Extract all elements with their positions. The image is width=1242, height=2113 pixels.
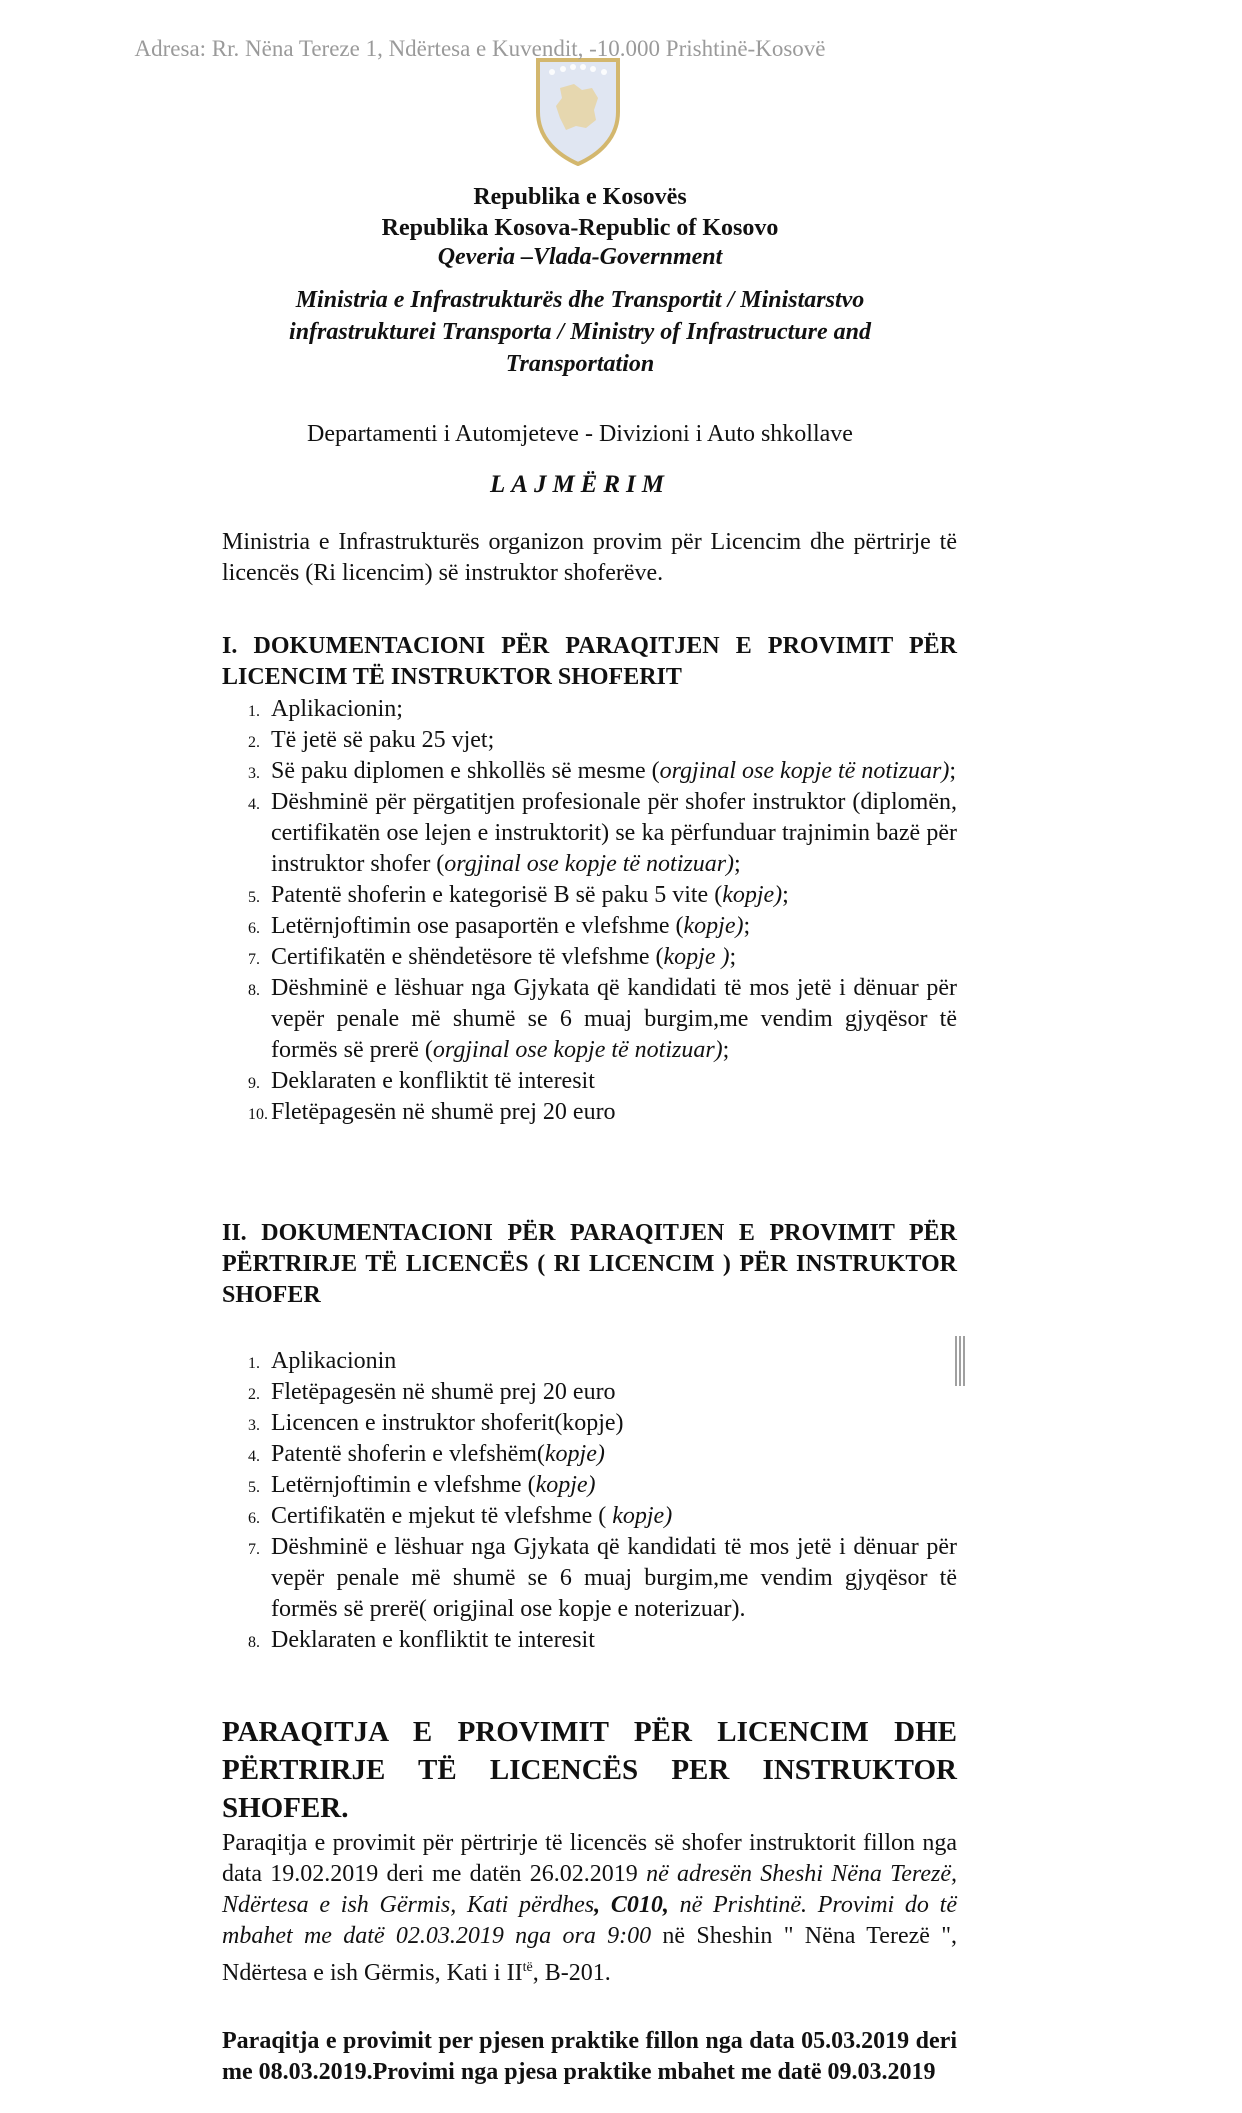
list-item <box>222 1346 957 1377</box>
list-item-number: 4. <box>248 1448 260 1465</box>
list-item-number: 6. <box>248 1510 260 1527</box>
list-item-text: Fletëpagesën në shumë prej 20 euro <box>271 1379 616 1405</box>
para-text-a: Paraqitja e provimit për përtrirje të licencës së shofer instruktorit fillon nga data 19.02.2019 deri me datën 26.02.2019 <box>222 1830 957 1887</box>
intro-paragraph: Ministria e Infrastrukturës organizon provim për Licencim dhe përtrirje të licencës (Ri licencim) së instruktor shoferëve. <box>222 529 957 586</box>
list-item-text: Dëshminë e lëshuar nga Gjykata që kandidati të mos jetë i dënuar për vepër penale më shumë se 6 muaj burgim,me vendim gjyqësor të formës së prerë( origjinal ose kopje e noterizuar). <box>271 1534 957 1622</box>
list-item-number: 8. <box>248 982 260 999</box>
section2-list <box>222 1346 957 1656</box>
list-item-text: Dëshminë për përgatitjen profesionale për shofer instruktor (diplomën, certifikatën ose lejen e instruktorit) se ka përfunduar trajnimin bazë për instruktor shofer ( <box>271 789 957 877</box>
para-superscript: të <box>522 1960 533 1975</box>
list-item-number: 5. <box>248 889 260 906</box>
practical-paragraph: Paraqitja e provimit per pjesen praktike fillon nga data 05.03.2019 deri me 08.03.2019.Provimi nga pjesa praktike mbahet me datë 09.03.2019 <box>222 2028 957 2085</box>
list-item-number: 10. <box>248 1106 268 1123</box>
list-item-italic: kopje) <box>535 1472 596 1498</box>
list-item-number: 8. <box>248 1634 260 1651</box>
page-title: LAJMËRIM <box>490 471 670 498</box>
list-item <box>222 1066 957 1097</box>
republic-al: Republika e Kosovës <box>473 184 687 210</box>
text-cursor-bars-icon <box>954 1336 966 1386</box>
list-item-text: Patentë shoferin e vlefshëm( <box>271 1441 545 1467</box>
list-item-italic: orgjinal ose kopje të notizuar) <box>444 851 735 877</box>
list-item-number: 5. <box>248 1479 260 1496</box>
list-item-italic: kopje ) <box>663 944 730 970</box>
list-item-tail: ; <box>743 913 751 939</box>
list-item <box>222 880 957 911</box>
list-item <box>222 1377 957 1408</box>
government-line: Qeveria –Vlada-Government <box>437 244 723 270</box>
list-item-number: 4. <box>248 796 260 813</box>
list-item-tail: ; <box>782 882 789 908</box>
list-item <box>222 942 957 973</box>
para-exam-date: në Prishtinë. Provimi do të mbahet me datë 02.03.2019 nga ora 9:00 <box>222 1892 957 1949</box>
list-item-number: 1. <box>248 1355 260 1372</box>
list-item <box>222 1470 957 1501</box>
republic-multi: Republika Kosova-Republic of Kosovo <box>381 215 779 241</box>
list-item <box>222 911 957 942</box>
list-item <box>222 725 957 756</box>
list-item-text: Certifikatën e mjekut të vlefshme ( <box>271 1503 613 1529</box>
list-item-text: Së paku diplomen e shkollës së mesme ( <box>271 758 660 784</box>
list-item-text: Certifikatën e shëndetësore të vlefshme ( <box>271 944 664 970</box>
list-item-text: Patentë shoferin e kategorisë B së paku 5 vite ( <box>271 882 723 908</box>
kosovo-coat-of-arms-icon <box>530 54 626 166</box>
section2-heading: II. DOKUMENTACIONI PËR PARAQITJEN E PROVIMIT PËR PËRTRIRJE TË LICENCËS ( RI LICENCIM ) PËR INSTRUKTOR SHOFER <box>222 1220 957 1308</box>
list-item-text: Aplikacionin; <box>271 696 403 722</box>
list-item-number: 2. <box>248 734 260 751</box>
list-item-number: 7. <box>248 1541 260 1558</box>
list-item <box>222 1532 957 1625</box>
list-item <box>222 1097 957 1128</box>
list-item-text: Deklaraten e konfliktit te interesit <box>271 1627 595 1653</box>
list-item-number: 2. <box>248 1386 260 1403</box>
list-item <box>222 1408 957 1439</box>
para-room: , C010, <box>594 1892 669 1918</box>
list-item-tail: ; <box>729 944 737 970</box>
department-line: Departamenti i Automjeteve - Divizioni i Auto shkollave <box>307 421 853 447</box>
para-room-end: , B-201. <box>532 1960 611 1986</box>
list-item-italic: orgjinal ose kopje të notizuar) <box>659 758 950 784</box>
list-item-number: 3. <box>248 1417 260 1434</box>
list-item-number: 6. <box>248 920 260 937</box>
list-item-text: Të jetë së paku 25 vjet; <box>271 727 495 753</box>
ministry-name: Ministria e Infrastrukturës dhe Transportit / Ministarstvo infrastrukturei Transporta / Ministry of Infrastructure and Transportation <box>289 287 871 377</box>
section3-heading: PARAQITJA E PROVIMIT PËR LICENCIM DHE PËRTRIRJE TË LICENCËS PER INSTRUKTOR SHOFER. <box>222 1716 957 1824</box>
list-item-text: Dëshminë e lëshuar nga Gjykata që kandidati të mos jetë i dënuar për vepër penale më shumë se 6 muaj burgim,me vendim gjyqësor të formës së prerë ( <box>271 975 957 1063</box>
list-item <box>222 1439 957 1470</box>
list-item-italic: kopje) <box>683 913 744 939</box>
section1-list <box>222 694 957 1128</box>
list-item <box>222 787 957 880</box>
para-exam-location: në Sheshin " Nëna Terezë ", Ndërtesa e ish Gërmis, Kati i II <box>222 1923 957 1986</box>
list-item-italic: kopje) <box>612 1503 673 1529</box>
section1-heading: I. DOKUMENTACIONI PËR PARAQITJEN E PROVIMIT PËR LICENCIM TË INSTRUKTOR SHOFERIT <box>222 633 957 690</box>
list-item <box>222 973 957 1066</box>
list-item-text: Deklaraten e konfliktit të interesit <box>271 1068 595 1094</box>
list-item-number: 1. <box>248 703 260 720</box>
list-item-number: 7. <box>248 951 260 968</box>
list-item-tail: ; <box>722 1037 730 1063</box>
list-item <box>222 1625 957 1656</box>
para-address: në adresën Sheshi Nëna Terezë, Ndërtesa e ish Gërmis, Kati përdhes <box>222 1861 958 1918</box>
list-item-italic: kopje) <box>722 882 783 908</box>
registration-paragraph <box>222 1828 957 1989</box>
list-item-text: Letërnjoftimin e vlefshme ( <box>271 1472 536 1498</box>
list-item <box>222 694 957 725</box>
list-item-text: Licencen e instruktor shoferit(kopje) <box>271 1410 624 1436</box>
address-line: Adresa: Rr. Nëna Tereze 1, Ndërtesa e Kuvendit, -10.000 Prishtinë-Kosovë <box>134 36 826 61</box>
list-item-text: Letërnjoftimin ose pasaportën e vlefshme ( <box>271 913 684 939</box>
list-item-italic: orgjinal ose kopje të notizuar) <box>432 1037 723 1063</box>
list-item-tail: ; <box>734 851 741 877</box>
list-item-italic: kopje) <box>544 1441 605 1467</box>
list-item-text: Aplikacionin <box>271 1348 397 1374</box>
list-item <box>222 756 957 787</box>
republic-titles <box>180 182 980 244</box>
list-item <box>222 1501 957 1532</box>
list-item-number: 3. <box>248 765 260 782</box>
list-item-number: 9. <box>248 1075 260 1092</box>
list-item-text: Fletëpagesën në shumë prej 20 euro <box>271 1099 616 1125</box>
list-item-tail: ; <box>949 758 957 784</box>
